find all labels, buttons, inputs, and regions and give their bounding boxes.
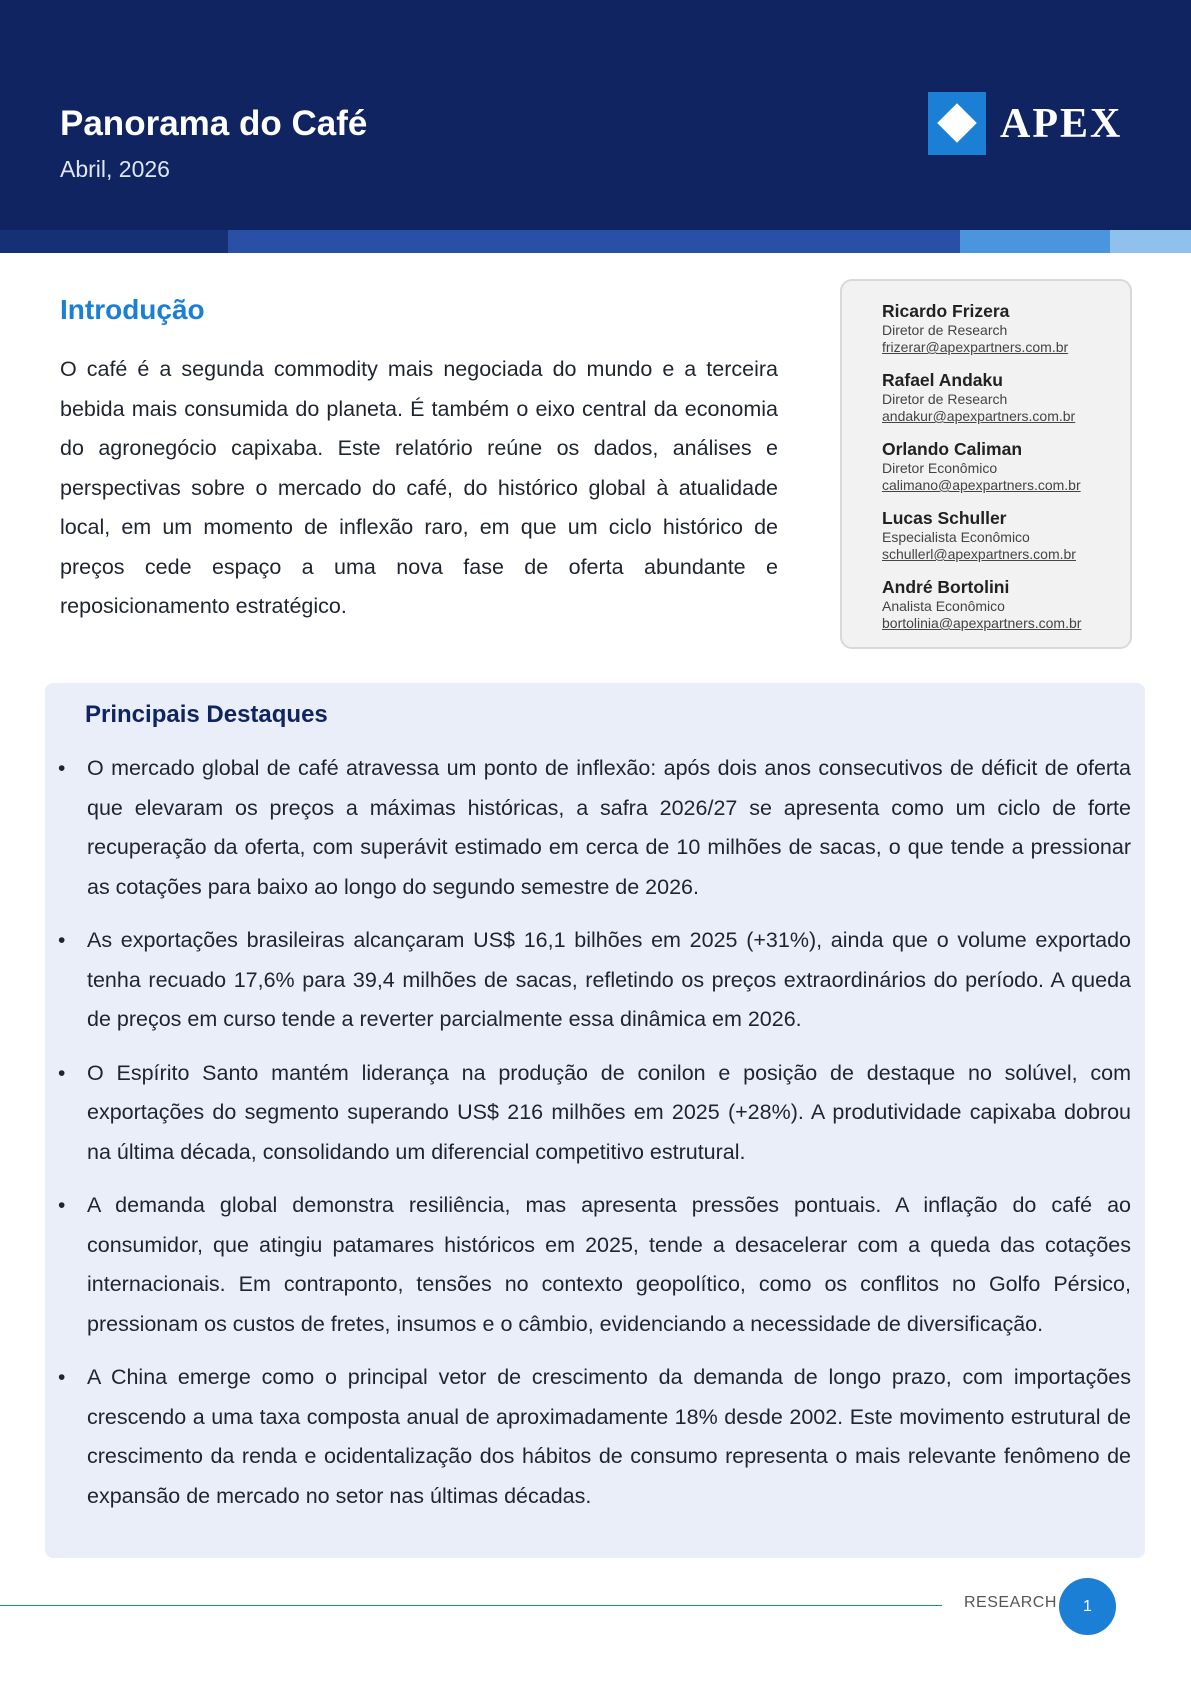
diamond-logo-icon xyxy=(928,92,986,155)
author-role: Diretor de Research xyxy=(882,322,1008,338)
highlight-text: O Espírito Santo mantém liderança na produção de conilon e posição de destaque no solúvel, com exportações do segmento superando US$ 216 milhões em 2025 (+28%). A produtividade capixaba dobrou na última década, consolidando um diferencial competitivo estrutural. xyxy=(87,1060,1131,1164)
author-name: Rafael Andaku xyxy=(882,370,1003,390)
intro-paragraph: O café é a segunda commodity mais negociada do mundo e a terceira bebida mais consumida do planeta. É também o eixo central da economia do agronegócio capixaba. Este relatório reúne os dados, análises e perspectivas sobre o mercado do café, do histórico global à atualidade local, em um momento de inflexão raro, em que um ciclo histórico de preços cede espaço a uma nova fase de oferta abundante e reposicionamento estratégico. xyxy=(60,357,778,618)
highlight-text: A demanda global demonstra resiliência, mas apresenta pressões pontuais. A inflação do café ao consumidor, que atingiu patamares históricos em 2025, tende a desacelerar com a queda das cotações internacionais. Em contraponto, tensões no contexto geopolítico, como os conflitos no Golfo Pérsico, pressionam os custos de fretes, insumos e o câmbio, evidenciando a necessidade de diversificação. xyxy=(87,1193,1131,1336)
author-email-link[interactable]: andakur@apexpartners.com.br xyxy=(882,408,1076,424)
header-band-segment xyxy=(0,230,228,253)
highlight-text: A China emerge como o principal vetor de crescimento da demanda de longo prazo, com importações crescendo a uma taxa composta anual de aproximadamente 18% desde 2002. Este movimento estrutural de crescimento da renda e ocidentalização dos hábitos de consumo representa o mais relevante fenômeno de expansão de mercado no setor nas últimas décadas. xyxy=(87,1365,1131,1508)
author-email-link[interactable]: frizerar@apexpartners.com.br xyxy=(882,339,1069,355)
author-role: Diretor de Research xyxy=(882,391,1008,407)
author-email-link[interactable]: calimano@apexpartners.com.br xyxy=(882,477,1081,493)
report-header xyxy=(0,0,1191,230)
list-item xyxy=(45,921,1145,1040)
author-role: Especialista Econômico xyxy=(882,529,1030,545)
page-number: 1 xyxy=(1059,1578,1116,1635)
footer-divider xyxy=(0,1605,942,1606)
list-item xyxy=(45,1054,1145,1173)
author-email-link[interactable]: schullerl@apexpartners.com.br xyxy=(882,546,1076,562)
highlights-list xyxy=(45,749,1145,1530)
bullet-icon: • xyxy=(58,929,66,952)
author-card xyxy=(882,369,1130,425)
list-item xyxy=(45,1186,1145,1344)
footer-label: RESEARCH xyxy=(964,1594,1057,1611)
header-band-segment xyxy=(1110,230,1191,253)
author-name: Lucas Schuller xyxy=(882,508,1007,528)
bullet-icon: • xyxy=(58,1061,66,1085)
author-name: Orlando Caliman xyxy=(882,439,1023,459)
author-card xyxy=(882,438,1130,494)
highlight-text: As exportações brasileiras alcançaram US$ 16,1 bilhões em 2025 (+31%), ainda que o volume exportado tenha recuado 17,6% para 39,4 milhões de sacas, refletindo os preços extraordinários do período. A queda de preços em curso tende a reverter parcialmente essa dinâmica em 2026. xyxy=(87,928,1131,1031)
report-date: Abril, 2026 xyxy=(60,156,170,182)
bullet-icon: • xyxy=(58,1194,66,1217)
logo-text: APEX xyxy=(1000,100,1123,147)
bullet-icon: • xyxy=(58,757,66,780)
list-item xyxy=(45,1358,1145,1516)
header-band-segment xyxy=(960,230,1110,253)
author-card xyxy=(882,576,1130,632)
apex-logo xyxy=(928,92,1122,155)
highlights-panel xyxy=(45,683,1145,1558)
author-card xyxy=(882,507,1130,563)
list-item xyxy=(45,749,1145,907)
header-band-segment xyxy=(228,230,960,253)
author-role: Analista Econômico xyxy=(882,598,1005,614)
author-card xyxy=(882,300,1130,356)
authors-box xyxy=(840,279,1132,649)
author-role: Diretor Econômico xyxy=(882,460,998,476)
highlights-title: Principais Destaques xyxy=(85,701,328,728)
author-email-link[interactable]: bortolinia@apexpartners.com.br xyxy=(882,615,1082,631)
author-name: André Bortolini xyxy=(882,577,1010,597)
intro-heading: Introdução xyxy=(60,294,205,325)
highlight-text: O mercado global de café atravessa um ponto de inflexão: após dois anos consecutivos de déficit de oferta que elevaram os preços a máximas históricas, a safra 2026/27 se apresenta como um ciclo de forte recuperação da oferta, com superávit estimado em cerca de 10 milhões de sacas, o que tende a pressionar as cotações para baixo ao longo do segundo semestre de 2026. xyxy=(87,756,1131,899)
author-name: Ricardo Frizera xyxy=(882,301,1010,321)
report-title: Panorama do Café xyxy=(60,104,368,143)
bullet-icon: • xyxy=(58,1366,66,1389)
